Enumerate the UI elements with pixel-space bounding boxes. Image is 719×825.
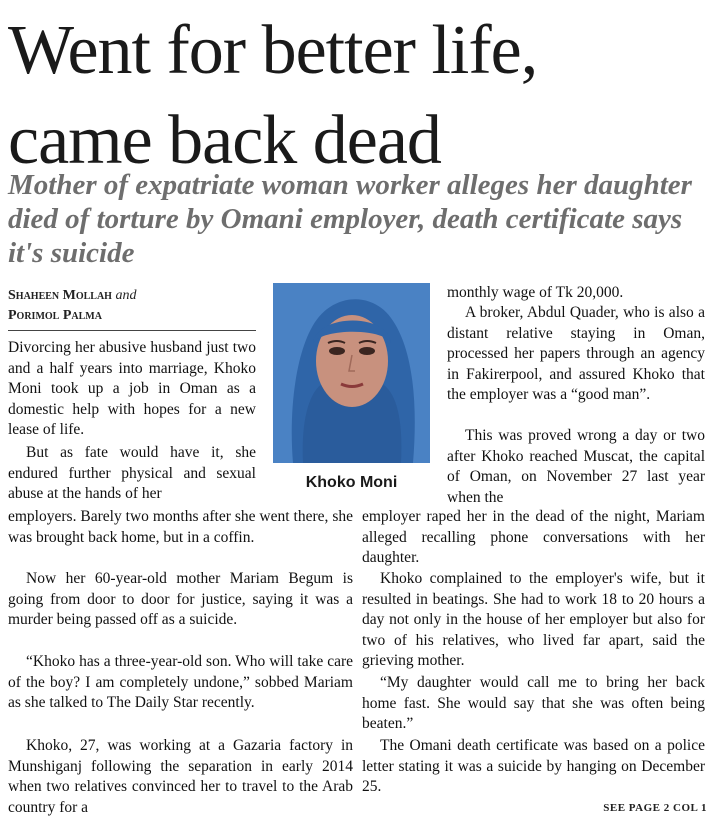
right-paragraph-3: This was proved wrong a day or two after Khoko reached Muscat, the capital of Oman, on November 27 last year when the	[447, 427, 705, 506]
left-paragraph-3: employers. Barely two months after she went there, she was brought back home, but in a coffin.	[8, 508, 353, 546]
right-paragraph-4: employer raped her in the dead of the night, Mariam alleged recalling phone conversations with her daughter.	[362, 508, 705, 566]
photo-caption: Khoko Moni	[305, 474, 398, 491]
portrait-photo	[273, 283, 430, 463]
right-paragraph-2: A broker, Abdul Quader, who is also a distant relative staying in Oman, processed her papers through an agency in Fakirerpool, and assured Khoko that the employer was a “good man”.	[447, 304, 705, 403]
left-paragraph-4: Now her 60-year-old mother Mariam Begum is going from door to door for justice, saying it was a murder being passed off as a suicide.	[8, 570, 353, 628]
headline-line-1: Went for better life,	[8, 12, 538, 89]
right-paragraph-1: monthly wage of Tk 20,000.	[447, 284, 624, 301]
portrait-illustration	[273, 283, 430, 463]
left-paragraph-6: Khoko, 27, was working at a Gazaria factory in Munshiganj following the separation in early 2014 when two relatives convinced her to travel to the Arab country for a	[8, 737, 353, 816]
headline	[8, 6, 713, 186]
headline-line-2: came back dead	[8, 102, 441, 179]
right-paragraph-6: “My daughter would call me to bring her back home fast. She would say that she was often being beaten.”	[362, 674, 705, 732]
continuation-note: SEE PAGE 2 COL 1	[603, 802, 707, 814]
left-paragraph-1: Divorcing her abusive husband just two and a half years into marriage, Khoko Moni took up a job in Oman as a domestic help with hopes for a new lease of life.	[8, 339, 256, 438]
left-paragraph-2: But as fate would have it, she endured further physical and sexual abuse at the hands of her	[8, 444, 256, 502]
left-paragraph-5: “Khoko has a three-year-old son. Who will take care of the boy? I am completely undone,” sobbed Mariam as she talked to The Daily Star recently.	[8, 653, 353, 711]
author-2: Porimol Palma	[8, 308, 102, 323]
right-paragraph-5: Khoko complained to the employer's wife, but it resulted in beatings. She had to work 18 to 20 hours a day not only in the house of her employer but also for two of his relatives, who lived far apart, said the grieving mother.	[362, 570, 705, 669]
byline	[8, 286, 256, 331]
author-1: Shaheen Mollah	[8, 288, 112, 303]
byline-and: and	[115, 288, 137, 303]
subheadline: Mother of expatriate woman worker alleges her daughter died of torture by Omani employer, death certificate says it's suicide	[8, 169, 692, 269]
right-paragraph-7: The Omani death certificate was based on a police letter stating it was a suicide by hanging on December 25.	[362, 737, 705, 795]
